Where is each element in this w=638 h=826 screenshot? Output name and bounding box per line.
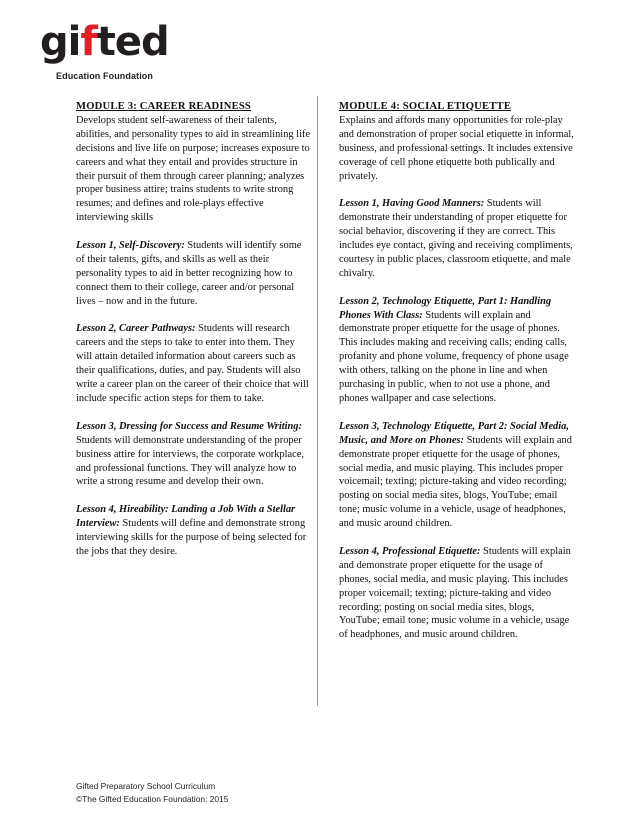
footer-curriculum-line: Gifted Preparatory School Curriculum <box>76 781 216 791</box>
logo-wordmark: gifted <box>40 19 169 65</box>
module-4-column <box>339 100 575 656</box>
module-3-lesson-3 <box>76 420 312 490</box>
module-4-lesson-4 <box>339 545 575 642</box>
module-3-lesson-4 <box>76 503 312 559</box>
gifted-logo <box>40 19 170 88</box>
lesson-title: Lesson 2, Career Pathways: <box>76 323 196 335</box>
lesson-title: Lesson 2, Technology Etiquette, Part 1: Handling Phones With Class: <box>339 295 552 321</box>
lesson-text: Students will identify some of their talents, gifts, and skills as well as their personality types to aid in better recognizing how to connect them to their college, career and/or personal lives – now and in the future. <box>76 240 302 307</box>
lesson-title: Lesson 3, Dressing for Success and Resume Writing: <box>76 420 302 432</box>
module-4-lesson-1 <box>339 197 575 280</box>
lesson-title: Lesson 3, Technology Etiquette, Part 2: Social Media, Music, and More on Phones: <box>339 420 569 446</box>
lesson-text: Students will explain and demonstrate proper etiquette for the usage of phones, social media, and music playing. This includes proper voicemail; texting; picture-taking and video recording; posting on social media sites, blogs, YouTube; email tone; music volume in a vehicle, usage of headphones, and music around children. <box>339 545 571 641</box>
lesson-title: Lesson 1, Having Good Manners: <box>339 198 485 210</box>
lesson-text: Students will demonstrate understanding of the proper business attire for interviews, the corporate workplace, and professional functions. They will analyze how to write a strong resume and develop their own. <box>76 434 304 488</box>
page-footer <box>76 780 228 806</box>
lesson-text: Students will define and demonstrate strong interviewing skills for the purpose of being selected for the jobs that they desire. <box>76 518 307 557</box>
lesson-title: Lesson 4, Hireability: Landing a Job With a Stellar Interview: <box>76 504 296 530</box>
footer-copyright-line: ©The Gifted Education Foundation: 2015 <box>76 794 229 804</box>
module-4-lesson-3 <box>339 420 575 531</box>
module-3-lesson-2 <box>76 322 312 405</box>
lesson-text: Students will explain and demonstrate proper etiquette for the usage of phones, social media, and music playing. This includes proper voicemail; texting; picture-taking and video recording; posting on social media sites, blogs, YouTube; email tone; music volume in a vehicle, usage of headphones, and music around children. <box>339 434 572 530</box>
module-3-intro: Develops student self-awareness of their talents, abilities, and personality types to aid in streamlining life decisions and live life on purpose; increases exposure to careers and what they entail and provides structure in their pursuit of them through career planning; analyzes proper business attire; trains students to write strong resumes; and defines and role-plays effective interviewing skills <box>76 114 311 224</box>
module-3-column <box>76 100 312 573</box>
column-divider <box>317 96 318 706</box>
lesson-text: Students will explain and demonstrate proper etiquette for the usage of phones. This includes making and receiving calls; ending calls, profanity and phone volume, frequency of phone usage with others, talking on the phone in line and when purchasing in public, when to not use a phone, and phones wallpaper and case selections. <box>339 309 569 404</box>
module-4-intro: Explains and affords many opportunities for role-play and demonstration of proper social etiquette in informal, business, and professional settings. It includes extensive coverage of cell phone etiquette both publically and privately. <box>339 114 574 182</box>
logo-subtitle: Education Foundation <box>56 71 153 81</box>
module-4-lesson-2 <box>339 295 575 406</box>
module-4-title: MODULE 4: SOCIAL ETIQUETTE <box>339 101 512 112</box>
lesson-text: Students will research careers and the steps to take to enter into them. They will attain detailed information about careers such as their qualifications, duties, and pay. Students will also write a career plan on the career of their choice that will include specific action steps for them to take. <box>76 323 309 404</box>
lesson-text: Students will demonstrate their understanding of proper etiquette for social behavior, discovering if they are correct. This includes eye contact, giving and receiving compliments, courtesy in public places, classroom etiquette, and male chivalry. <box>339 198 573 279</box>
lesson-title: Lesson 4, Professional Etiquette: <box>339 545 481 557</box>
lesson-title: Lesson 1, Self-Discovery: <box>76 240 185 252</box>
module-3-title: MODULE 3: CAREER READINESS <box>76 101 252 112</box>
module-3-lesson-1 <box>76 239 312 309</box>
